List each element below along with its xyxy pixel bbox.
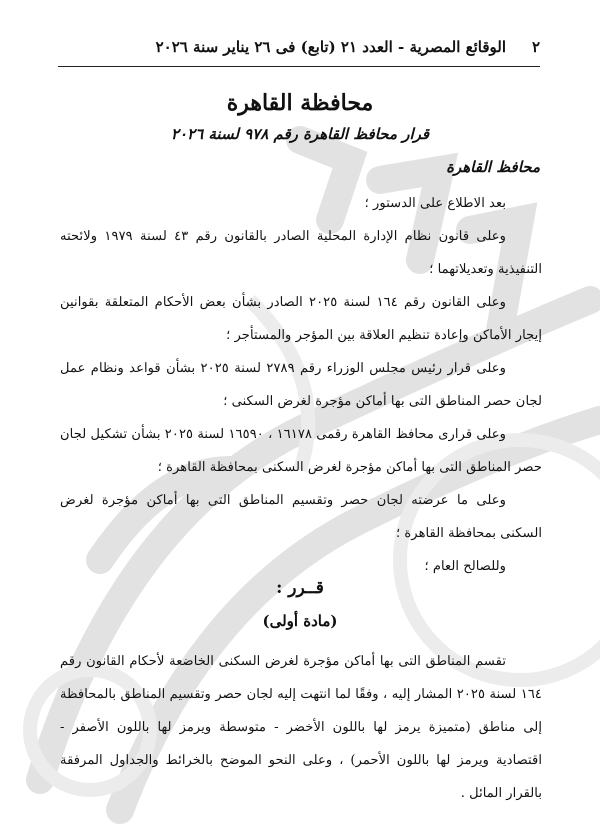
preamble-paragraph: وعلى قرارى محافظ القاهرة رقمى ١٦١٧٨ ، ١٦٥٩٠ لسنة ٢٠٢٥ بشأن تشكيل لجان حصر المناطق التى بها أماكن مؤجرة لغرض السكنى بمحافظة القاهرة ؛	[60, 427, 542, 475]
page-number: ٢	[531, 38, 540, 56]
preamble-paragraph: وعلى ما عرضته لجان حصر وتقسيم المناطق التى بها أماكن مؤجرة لغرض السكنى بمحافظة القاهرة ؛	[60, 493, 542, 541]
decree-title: قرار محافظ القاهرة رقم ٩٧٨ لسنة ٢٠٢٦	[170, 125, 430, 143]
running-title: الوقائع المصرية - العدد ٢١ (تابع) فى ٢٦ يناير سنة ٢٠٢٦	[155, 38, 506, 56]
preamble-paragraph: وعلى القانون رقم ١٦٤ لسنة ٢٠٢٥ الصادر بشأن بعض الأحكام المتعلقة بقوانين إيجار الأماكن وإعادة تنظيم العلاقة بين المؤجر والمستأجر ؛	[60, 295, 542, 343]
preamble-paragraph: وعلى قانون نظام الإدارة المحلية الصادر بالقانون رقم ٤٣ لسنة ١٩٧٩ ولائحته التنفيذية وتعديلاتهما ؛	[60, 229, 542, 277]
decree-heading: قــرر :	[276, 578, 324, 598]
article-heading: (مادة أولى)	[262, 612, 338, 630]
preamble-paragraph: وعلى قرار رئيس مجلس الوزراء رقم ٢٧٨٩ لسنة ٢٠٢٥ بشأن قواعد ونظام عمل لجان حصر المناطق التى بها أماكن مؤجرة لغرض السكنى ؛	[60, 361, 542, 409]
preamble-paragraph: بعد الاطلاع على الدستور ؛	[364, 196, 506, 211]
issuer-label: محافظ القاهرة	[446, 158, 540, 176]
document-title: محافظة القاهرة	[226, 90, 374, 116]
preamble-paragraph: وللصالح العام ؛	[424, 559, 506, 574]
header-divider	[58, 66, 540, 67]
article-paragraph: تقسم المناطق التى بها أماكن مؤجرة لغرض السكنى الخاضعة لأحكام القانون رقم ١٦٤ لسنة ٢٠٢٥ المشار إليه ، وفقًا لما انتهت إليه لجان حصر وتقسيم المناطق بالمحافظة إلى مناطق (متميزة يرمز لها باللون الأخضر - متوسطة ويرمز لها باللون الأصفر - اقتصادية ويرمز لها باللون الأحمر) ، وعلى النحو الموضح بالخرائط والجداول المرفقة بالقرار المائل .	[60, 654, 542, 801]
